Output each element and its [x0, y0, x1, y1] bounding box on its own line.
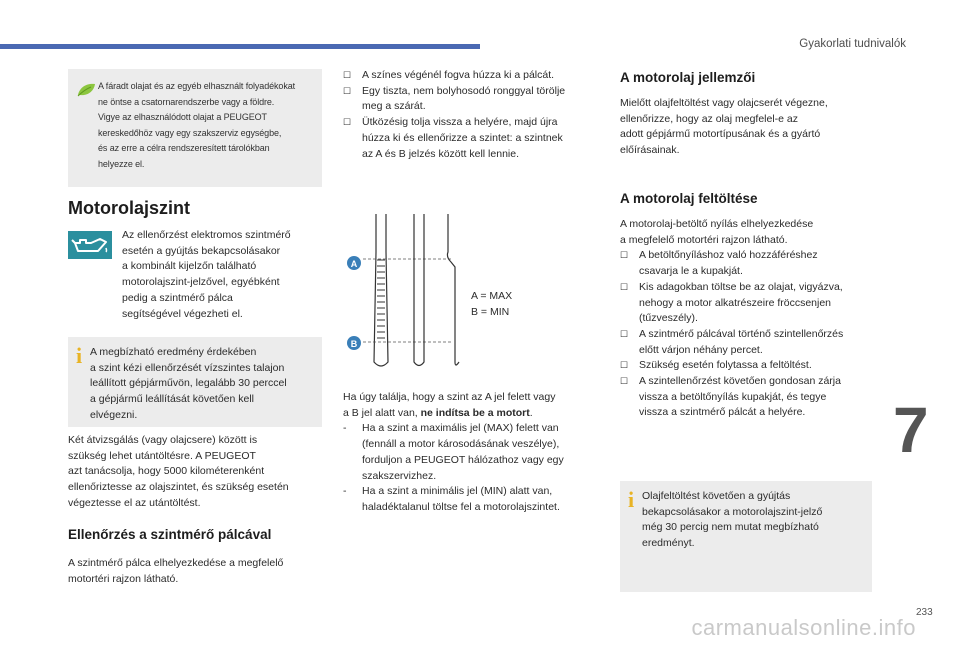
text-line: Ütközésig tolja vissza a helyére, majd újra	[362, 116, 558, 129]
text-line: A szintmérő pálcával történő szintellenőrzés	[639, 327, 844, 340]
text-line: végeztesse el az utántöltést.	[68, 496, 201, 509]
list-item	[343, 84, 598, 115]
marker-b-label: B	[350, 339, 358, 349]
text-line: ellenőriztesse az olajszintet, és szükség esetén	[68, 481, 289, 494]
dipstick-location-text	[68, 556, 283, 587]
text-line: a szint kézi ellenőrzését vízszintes talajon	[90, 361, 285, 374]
environment-note	[68, 69, 322, 187]
text-line: Kis adagokban töltse be az olajat, vigyázva,	[639, 280, 843, 293]
text-line: A színes végénél fogva húzza ki a pálcát.	[362, 69, 555, 81]
text-line: A megbízható eredmény érdekében	[90, 346, 257, 358]
oil-specs-text	[620, 96, 828, 159]
text-line: meg a szárát.	[362, 100, 426, 113]
list-item	[620, 358, 880, 374]
section-title: Gyakorlati tudnivalók	[799, 38, 906, 50]
legend-max: A = MAX	[471, 290, 513, 302]
watermark: carmanualsonline.info	[691, 615, 916, 640]
list-item	[343, 421, 598, 484]
list-item	[343, 68, 598, 84]
text-line: A betöltőnyíláshoz való hozzáféréshez	[639, 249, 818, 262]
text-line: (tűzveszély).	[639, 312, 698, 325]
section-heading-oil-level: Motorolajszint	[68, 198, 190, 218]
text-line: eredményt.	[642, 537, 695, 550]
bullet-icon: ☐	[620, 376, 629, 387]
list-item	[620, 327, 880, 358]
bullet-icon: ☐	[343, 117, 352, 128]
text-line: segítségével végezheti el.	[122, 307, 243, 320]
text-line: szakszervizhez.	[362, 469, 437, 482]
info-icon: i	[76, 343, 83, 368]
header-accent-bar	[0, 44, 480, 49]
oil-can-icon	[68, 231, 112, 259]
text-line: a megfelelő motortéri rajzon látható.	[620, 233, 788, 246]
info-icon: i	[628, 487, 635, 512]
bullet-icon: ☐	[343, 70, 352, 80]
text-line: nehogy a motor alkatrészeire fröccsenjen	[639, 296, 832, 309]
figure-legend	[471, 289, 512, 320]
text-line: pedig a szintmérő pálca	[122, 291, 233, 304]
text-line: A szintmérő pálca elhelyezkedése a megfelelő	[68, 557, 284, 569]
text-fragment: a B jel alatt van,	[343, 406, 418, 419]
text-line: előtt várjon néhány percet.	[639, 343, 763, 356]
text-line: Szükség esetén folytassa a feltöltést.	[639, 359, 812, 372]
text-line: helyezze el.	[98, 158, 145, 169]
text-line: Olajfeltöltést követően a gyújtás	[642, 490, 791, 502]
dipstick-steps	[343, 68, 598, 162]
level-result-instructions	[343, 390, 598, 516]
text-line: a kombinált kijelzőn található	[122, 260, 257, 273]
environment-note-text	[98, 79, 295, 173]
text-line: Ha úgy találja, hogy a szint az A jel felett vagy	[343, 391, 556, 403]
text-line: a gépjármű leállítását követően kell	[90, 393, 255, 406]
text-line: még 30 percig nem mutat megbízható	[642, 521, 819, 534]
bullet-icon: ☐	[620, 360, 629, 371]
page-number: 233	[916, 607, 933, 618]
text-line: Egy tiszta, nem bolyhosodó ronggyal törölje	[362, 84, 566, 97]
info-note-refill	[620, 481, 872, 592]
section-heading-dipstick-check: Ellenőrzés a szintmérő pálcával	[68, 527, 272, 542]
text-line: leállított gépjárművön, legalább 30 perccel	[90, 377, 287, 390]
section-heading-refill: A motorolaj feltöltése	[620, 191, 758, 206]
text-line: csavarja le a kupakját.	[639, 265, 743, 278]
text-line: (fennáll a motor károsodásának veszélye),	[362, 438, 560, 451]
text-line: Mielőtt olajfeltöltést vagy olajcserét végezne,	[620, 97, 828, 109]
text-line: A szintellenőrzést követően gondosan zárja	[639, 375, 841, 388]
list-item	[343, 484, 598, 515]
info-note-level-check	[68, 337, 322, 427]
text-line: kereskedőhöz vagy egy szakszerviz egységbe,	[98, 127, 282, 138]
text-line: haladéktalanul töltse fel a motorolajszintet.	[362, 500, 560, 513]
text-line: Ha a szint a maximális jel (MAX) felett van	[362, 422, 559, 435]
bullet-icon: ☐	[343, 85, 352, 96]
chapter-number: 7	[893, 394, 929, 466]
text-line: előírásainak.	[620, 144, 680, 157]
legend-min: B = MIN	[471, 305, 510, 318]
text-line: motortéri rajzon látható.	[68, 572, 179, 585]
oil-level-intro	[122, 228, 291, 322]
text-line: A fáradt olajat és az egyéb elhasznált folyadékokat	[98, 81, 296, 91]
list-item	[343, 115, 598, 162]
text-line: forduljon a PEUGEOT hálózathoz vagy egy	[362, 453, 564, 466]
text-line: adott gépjármű motortípusának és a gyártó	[620, 128, 821, 141]
bullet-icon: ☐	[620, 328, 629, 339]
text-line	[343, 406, 598, 422]
list-item	[620, 248, 880, 279]
text-line: bekapcsolásakor a motorolajszint-jelző	[642, 505, 823, 518]
info-note-text	[642, 489, 822, 552]
text-line: ellenőrizze, hogy az olaj megfelel-e az	[620, 112, 799, 125]
section-heading-oil-specs: A motorolaj jellemzői	[620, 70, 756, 85]
text-line: A motorolaj-betöltő nyílás elhelyezkedése	[620, 218, 814, 230]
info-note-text	[90, 345, 287, 424]
text-line: az A és B jelzés között kell lennie.	[362, 147, 520, 160]
list-item	[620, 280, 880, 327]
text-line: vissza a szintmérő pálcát a helyére.	[639, 406, 806, 419]
dash-marker: -	[343, 422, 347, 435]
text-line: és az erre a célra rendszeresített tárolókban	[98, 143, 270, 154]
text-line: motorolajszint-jelzővel, egyébként	[122, 276, 280, 289]
text-line: húzza ki és ellenőrizze a szintet: a szintnek	[362, 131, 563, 144]
text-line: Ha a szint a minimális jel (MIN) alatt van,	[362, 485, 553, 498]
text-line: elvégezni.	[90, 408, 138, 421]
dash-marker: -	[343, 485, 347, 498]
bullet-icon: ☐	[620, 281, 629, 292]
text-line: ne öntse a csatornarendszerbe vagy a földre.	[98, 96, 275, 107]
text-line: azt tanácsolja, hogy 5000 kilométerenként	[68, 465, 265, 478]
leaf-icon	[76, 83, 96, 97]
service-interval-paragraph	[68, 433, 289, 512]
warning-emphasis: ne indítsa be a motort	[420, 406, 530, 419]
text-line: Vigye az elhasználódott olajat a PEUGEOT	[98, 112, 267, 123]
marker-a-label: A	[350, 259, 358, 269]
text-line: vissza a betöltőnyílás kupakját, és tegye	[639, 390, 827, 403]
text-fragment: .	[529, 406, 533, 419]
refill-instructions	[620, 217, 880, 421]
text-line: Két átvizsgálás (vagy olajcsere) között is	[68, 434, 258, 446]
text-line: szükség lehet utántöltésre. A PEUGEOT	[68, 449, 256, 462]
bullet-icon: ☐	[620, 250, 629, 261]
list-item	[620, 374, 880, 421]
text-line: esetén a gyújtás bekapcsolásakor	[122, 244, 281, 257]
text-line: Az ellenőrzést elektromos szintmérő	[122, 229, 291, 241]
